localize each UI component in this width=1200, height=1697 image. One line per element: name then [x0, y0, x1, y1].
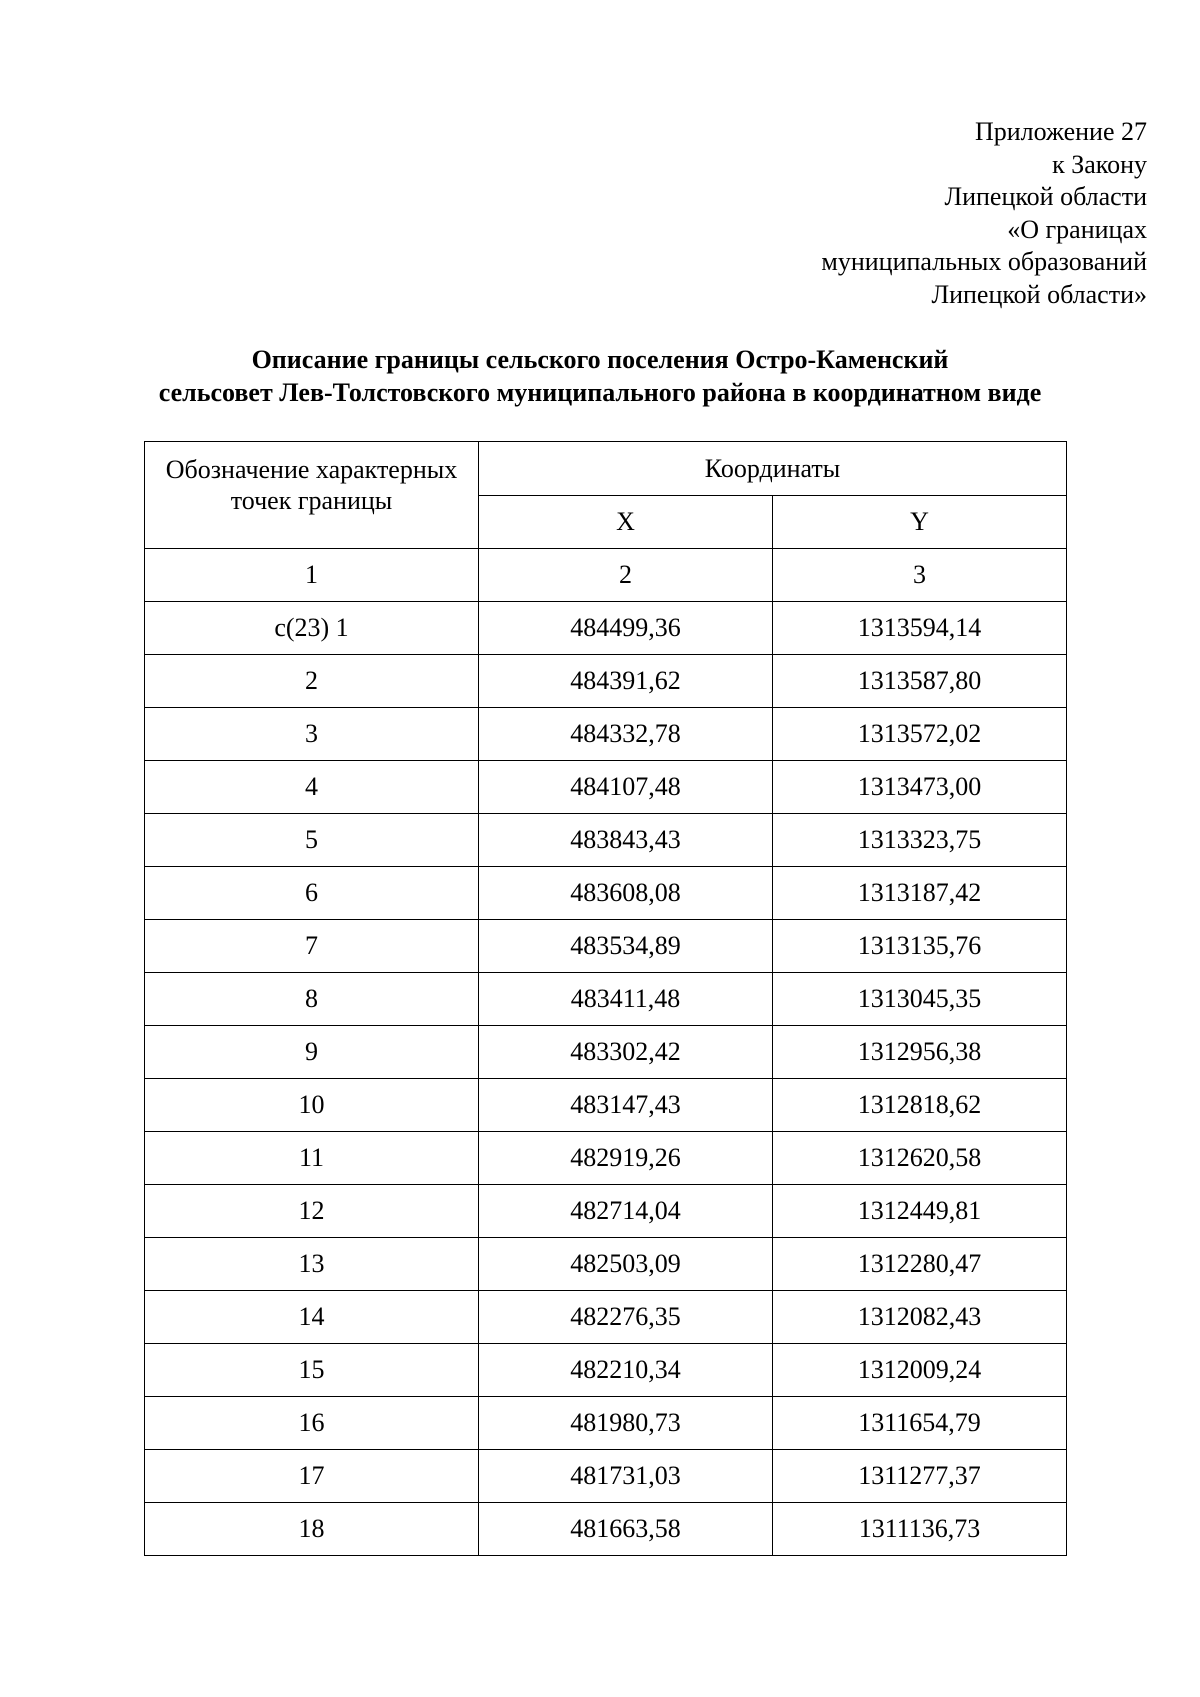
table-row	[145, 1185, 1067, 1238]
y-coordinate-cell: 1311277,37	[773, 1450, 1067, 1503]
point-cell: 3	[145, 708, 479, 761]
y-coordinate-cell: 1313187,42	[773, 867, 1067, 920]
point-cell: 2	[145, 655, 479, 708]
x-coordinate-cell: 483302,42	[479, 1026, 773, 1079]
table-row	[145, 920, 1067, 973]
table-row	[145, 708, 1067, 761]
y-coordinate-cell: 1312956,38	[773, 1026, 1067, 1079]
y-coordinate-cell: 1313473,00	[773, 761, 1067, 814]
point-cell: с(23) 1	[145, 602, 479, 655]
x-coordinate-cell: 482919,26	[479, 1132, 773, 1185]
table-row	[145, 1291, 1067, 1344]
table-row	[145, 867, 1067, 920]
x-coordinate-cell: 484391,62	[479, 655, 773, 708]
x-coordinate-cell: 483843,43	[479, 814, 773, 867]
x-coordinate-cell: 484107,48	[479, 761, 773, 814]
table-row	[145, 761, 1067, 814]
x-coordinate-cell: 483608,08	[479, 867, 773, 920]
point-cell: 11	[145, 1132, 479, 1185]
y-coordinate-cell: 1312449,81	[773, 1185, 1067, 1238]
point-cell: 8	[145, 973, 479, 1026]
table-row	[145, 602, 1067, 655]
column-number: 2	[479, 549, 773, 602]
y-coordinate-cell: 1311654,79	[773, 1397, 1067, 1450]
x-coordinate-cell: 481980,73	[479, 1397, 773, 1450]
table-row	[145, 973, 1067, 1026]
y-coordinate-cell: 1312082,43	[773, 1291, 1067, 1344]
column-number-row	[145, 549, 1067, 602]
table-row	[145, 1238, 1067, 1291]
header-y: Y	[773, 496, 1067, 549]
appendix-line: Липецкой области	[944, 182, 1147, 211]
appendix-line: Липецкой области»	[931, 279, 1147, 309]
table-header-row	[145, 442, 1067, 496]
y-coordinate-cell: 1313587,80	[773, 655, 1067, 708]
y-coordinate-cell: 1312818,62	[773, 1079, 1067, 1132]
point-cell: 5	[145, 814, 479, 867]
x-coordinate-cell: 483147,43	[479, 1079, 773, 1132]
point-cell: 10	[145, 1079, 479, 1132]
header-coordinates: Координаты	[479, 442, 1067, 496]
appendix-line: «О границах	[1007, 214, 1147, 244]
point-cell: 6	[145, 867, 479, 920]
table-row	[145, 1344, 1067, 1397]
point-cell: 13	[145, 1238, 479, 1291]
y-coordinate-cell: 1313572,02	[773, 708, 1067, 761]
column-number: 3	[773, 549, 1067, 602]
document-title-line: сельсовет Лев-Толстовского муниципального района в координатном виде	[158, 378, 1042, 407]
table-row	[145, 814, 1067, 867]
y-coordinate-cell: 1313594,14	[773, 602, 1067, 655]
y-coordinate-cell: 1313323,75	[773, 814, 1067, 867]
x-coordinate-cell: 481731,03	[479, 1450, 773, 1503]
point-cell: 17	[145, 1450, 479, 1503]
table-row	[145, 1026, 1067, 1079]
header-point-designation	[145, 442, 479, 549]
coordinates-table	[144, 441, 1067, 1556]
x-coordinate-cell: 481663,58	[479, 1503, 773, 1556]
x-coordinate-cell: 482210,34	[479, 1344, 773, 1397]
table-row	[145, 1397, 1067, 1450]
x-coordinate-cell: 482503,09	[479, 1238, 773, 1291]
point-cell: 9	[145, 1026, 479, 1079]
point-cell: 12	[145, 1185, 479, 1238]
y-coordinate-cell: 1312620,58	[773, 1132, 1067, 1185]
table-row	[145, 1450, 1067, 1503]
x-coordinate-cell: 482276,35	[479, 1291, 773, 1344]
y-coordinate-cell: 1312280,47	[773, 1238, 1067, 1291]
column-number: 1	[145, 549, 479, 602]
table-row	[145, 1132, 1067, 1185]
appendix-line: к Закону	[1052, 149, 1147, 179]
point-cell: 18	[145, 1503, 479, 1556]
y-coordinate-cell: 1311136,73	[773, 1503, 1067, 1556]
appendix-line: Приложение 27	[974, 117, 1147, 146]
table-row	[145, 655, 1067, 708]
header-point-line: точек границы	[230, 486, 393, 515]
point-cell: 15	[145, 1344, 479, 1397]
table-row	[145, 1079, 1067, 1132]
document-title-line: Описание границы сельского поселения Остро-Каменский	[251, 345, 949, 374]
x-coordinate-cell: 484332,78	[479, 708, 773, 761]
point-cell: 7	[145, 920, 479, 973]
x-coordinate-cell: 483411,48	[479, 973, 773, 1026]
appendix-reference	[647, 116, 1147, 311]
x-coordinate-cell: 482714,04	[479, 1185, 773, 1238]
x-coordinate-cell: 484499,36	[479, 602, 773, 655]
table-row	[145, 1503, 1067, 1556]
document-title	[0, 343, 1200, 409]
appendix-line: муниципальных образований	[821, 247, 1147, 276]
point-cell: 4	[145, 761, 479, 814]
y-coordinate-cell: 1313135,76	[773, 920, 1067, 973]
x-coordinate-cell: 483534,89	[479, 920, 773, 973]
point-cell: 16	[145, 1397, 479, 1450]
header-x: X	[479, 496, 773, 549]
header-point-line: Обозначение характерных	[165, 455, 458, 484]
y-coordinate-cell: 1313045,35	[773, 973, 1067, 1026]
y-coordinate-cell: 1312009,24	[773, 1344, 1067, 1397]
point-cell: 14	[145, 1291, 479, 1344]
